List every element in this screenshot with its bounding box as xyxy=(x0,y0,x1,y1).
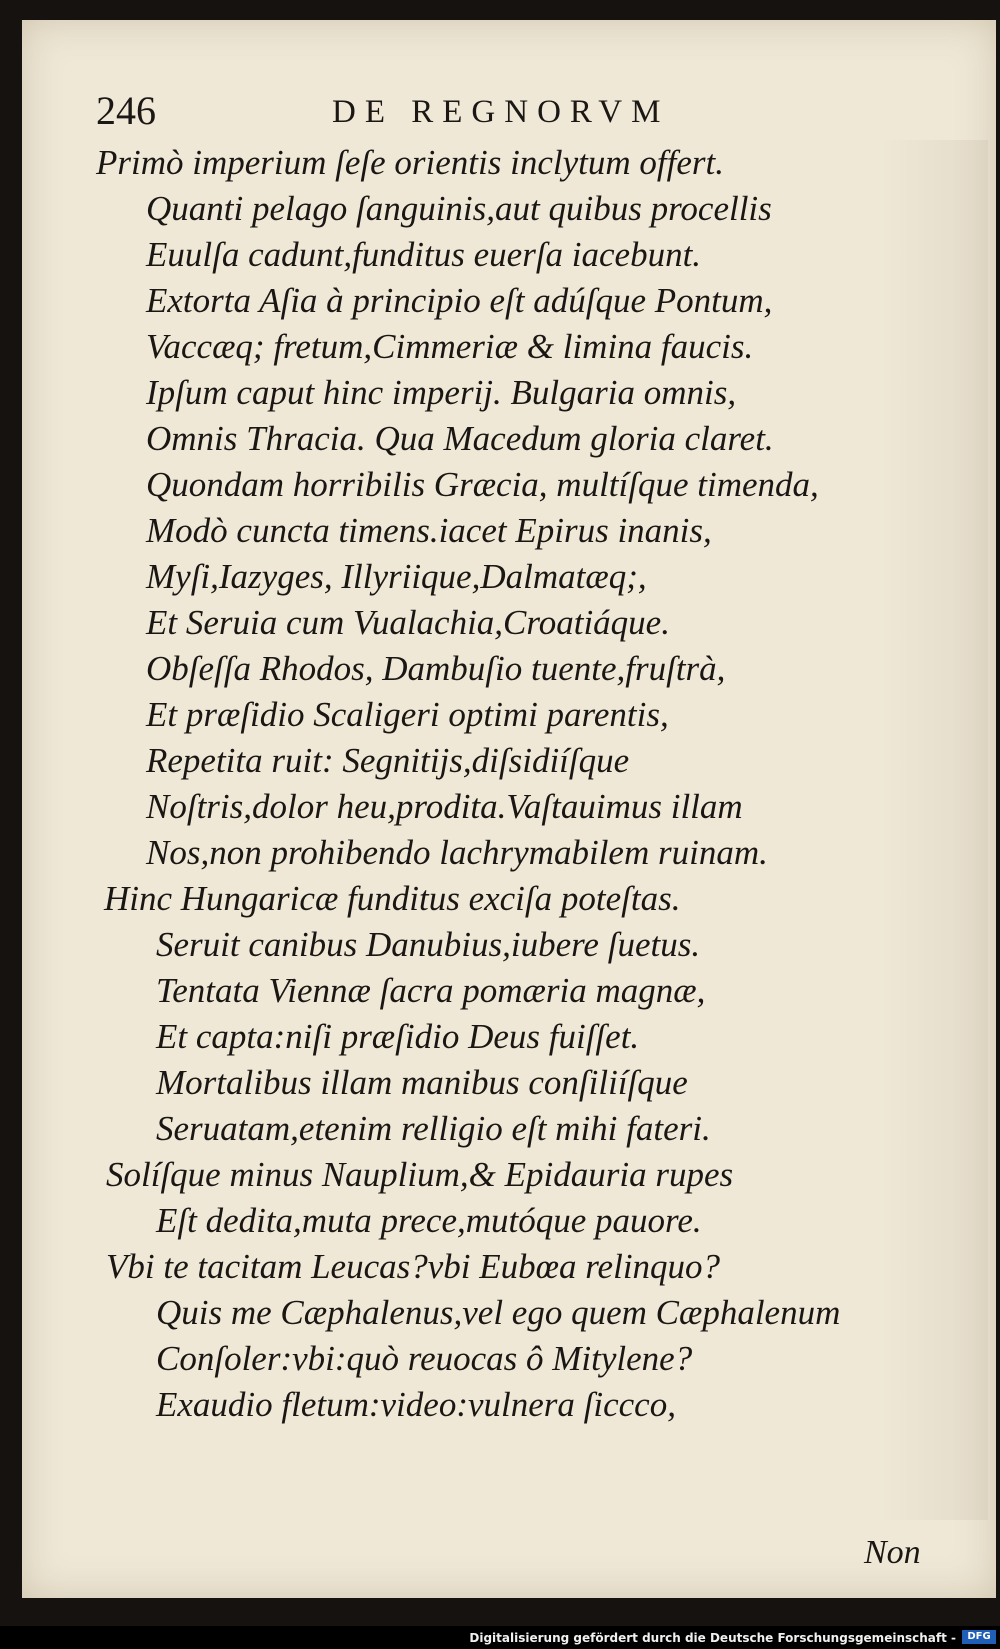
verse-line: Seruatam,etenim relligio eſt mihi fateri. xyxy=(156,1109,711,1148)
verse-line: Eſt dedita,muta prece,mutóque pauore. xyxy=(156,1201,702,1240)
verse-line: Quondam horribilis Græcia, multíſque timenda, xyxy=(146,465,819,504)
verse-line: Mortalibus illam manibus conſiliíſque xyxy=(156,1063,688,1102)
verse-line: Et præſidio Scaligeri optimi parentis, xyxy=(146,695,669,734)
verse-line: Solíſque minus Nauplium,& Epidauria rupes xyxy=(106,1155,734,1194)
verse-line: Nos,non prohibendo lachrymabilem ruinam. xyxy=(146,833,768,872)
verse-line: Quanti pelago ſanguinis,aut quibus procellis xyxy=(146,189,772,228)
verse-line: Quis me Cæphalenus,vel ego quem Cæphalenum xyxy=(156,1293,841,1332)
verse-line: Noſtris,dolor heu,prodita.Vaſtauimus illam xyxy=(146,787,743,826)
verse-line: Repetita ruit: Segnitijs,diſsidiíſque xyxy=(146,741,630,780)
verse-line: Et Seruia cum Vualachia,Croatiáque. xyxy=(146,603,670,642)
verse-line: Vbi te tacitam Leucas?vbi Eubœa relinquo? xyxy=(106,1247,721,1286)
verse-line: Extorta Aſia à principio eſt adúſque Pontum, xyxy=(146,281,773,320)
verse-line: Et capta:niſi præſidio Deus fuiſſet. xyxy=(156,1017,640,1056)
verse-line: Modò cuncta timens.iacet Epirus inanis, xyxy=(146,511,712,550)
verse-line: Myſi,Iazyges, Illyriique,Dalmatæq;, xyxy=(146,557,647,596)
verse-line: Conſoler:vbi:quò reuocas ô Mitylene? xyxy=(156,1339,693,1378)
funding-credit: Digitalisierung gefördert durch die Deutsche Forschungsgemeinschaft - xyxy=(469,1631,956,1645)
verse-line: Euulſa cadunt,funditus euerſa iacebunt. xyxy=(146,235,702,274)
catchword: Non xyxy=(864,1534,921,1571)
page-number: 246 xyxy=(96,88,156,133)
verse-line: Obſeſſa Rhodos, Dambuſio tuente,fruſtrà, xyxy=(146,649,726,688)
verse-line: Vaccæq; fretum,Cimmeriæ & limina faucis. xyxy=(146,327,754,366)
verse-line: Primò imperium ſeſe orientis inclytum offert. xyxy=(96,143,724,182)
verse-line: Ipſum caput hinc imperij. Bulgaria omnis, xyxy=(146,373,737,412)
verse-line: Hinc Hungaricæ funditus exciſa poteſtas. xyxy=(104,879,681,918)
verse-line: Tentata Viennæ ſacra pomæria magnæ, xyxy=(156,971,706,1010)
verse-line: Exaudio fletum:video:vulnera ſiccco, xyxy=(156,1385,676,1424)
verse-line: Omnis Thracia. Qua Macedum gloria claret. xyxy=(146,419,774,458)
dfg-logo: DFG xyxy=(962,1630,996,1644)
verse-line: Seruit canibus Danubius,iubere ſuetus. xyxy=(156,925,701,964)
running-head: DE REGNORVM xyxy=(332,94,670,130)
